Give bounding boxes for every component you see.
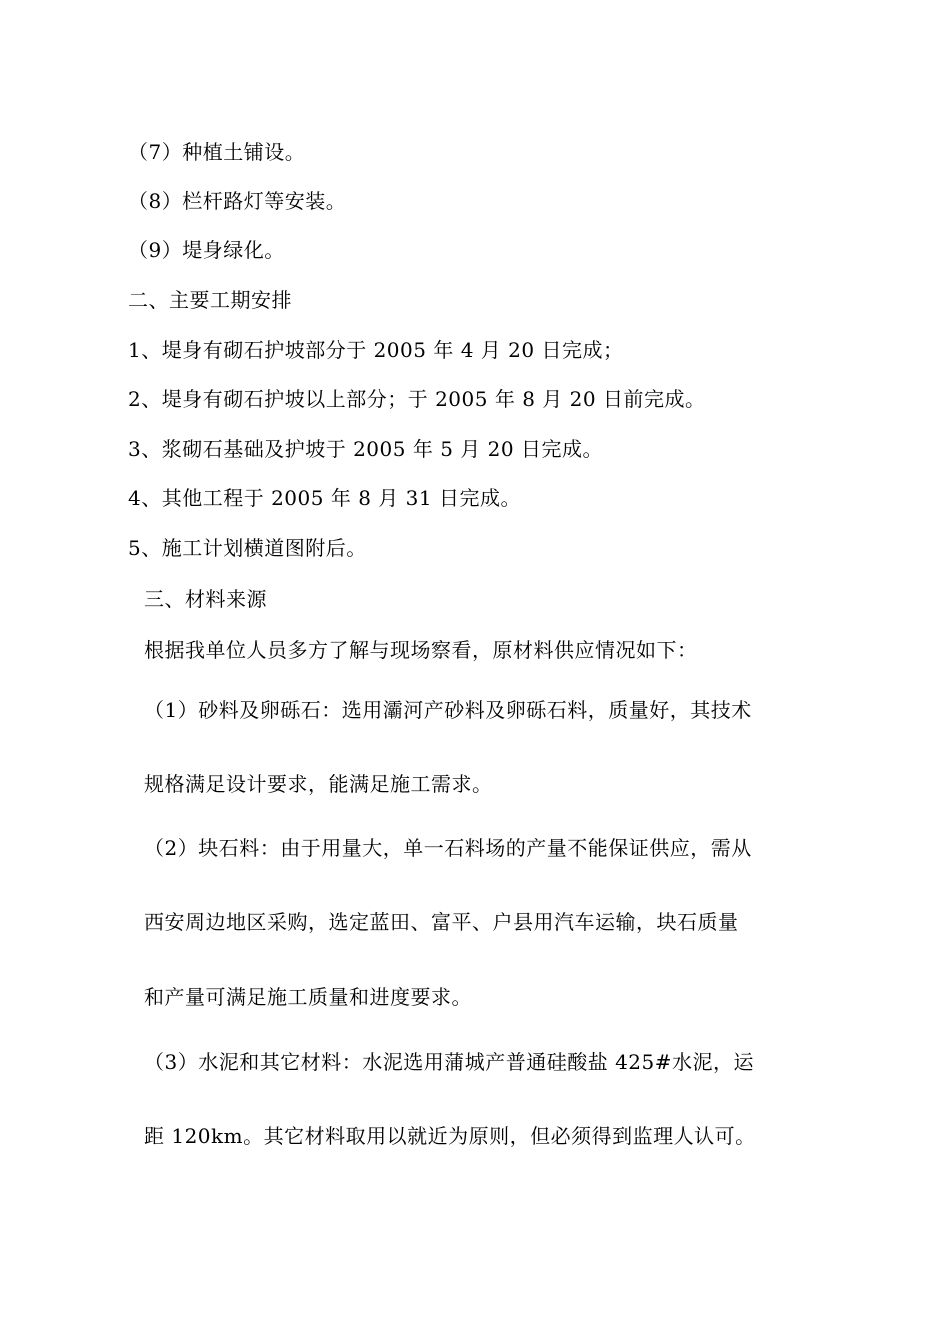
- schedule-item-1: 1、堤身有砌石护坡部分于 2005 年 4 月 20 日完成；: [128, 338, 624, 362]
- material-3-line-1: （3）水泥和其它材料：水泥选用蒲城产普通硅酸盐 425#水泥，运: [144, 1050, 755, 1074]
- construction-step-8: （8）栏杆路灯等安装。: [128, 189, 347, 213]
- section-3-heading: 三、材料来源: [144, 587, 267, 611]
- construction-step-9: （9）堤身绿化。: [128, 238, 285, 262]
- material-2-line-1: （2）块石料：由于用量大，单一石料场的产量不能保证供应，需从: [144, 836, 752, 860]
- schedule-item-5: 5、施工计划横道图附后。: [128, 536, 367, 560]
- material-2-line-3: 和产量可满足施工质量和进度要求。: [144, 985, 472, 1009]
- section-2-heading: 二、主要工期安排: [128, 288, 292, 312]
- schedule-item-4: 4、其他工程于 2005 年 8 月 31 日完成。: [128, 486, 521, 510]
- schedule-item-3: 3、浆砌石基础及护坡于 2005 年 5 月 20 日完成。: [128, 437, 603, 461]
- material-2-line-2: 西安周边地区采购，选定蓝田、富平、户县用汽车运输，块石质量: [144, 910, 739, 934]
- schedule-item-2: 2、堤身有砌石护坡以上部分；于 2005 年 8 月 20 日前完成。: [128, 387, 706, 411]
- material-1-line-1: （1）砂料及卵砾石：选用灞河产砂料及卵砾石料，质量好，其技术: [144, 698, 752, 722]
- material-1-line-2: 规格满足设计要求，能满足施工需求。: [144, 772, 493, 796]
- construction-step-7: （7）种植土铺设。: [128, 140, 306, 164]
- materials-intro: 根据我单位人员多方了解与现场察看，原材料供应情况如下：: [144, 638, 698, 662]
- material-3-line-2: 距 120km。其它材料取用以就近为原则，但必须得到监理人认可。: [144, 1124, 756, 1148]
